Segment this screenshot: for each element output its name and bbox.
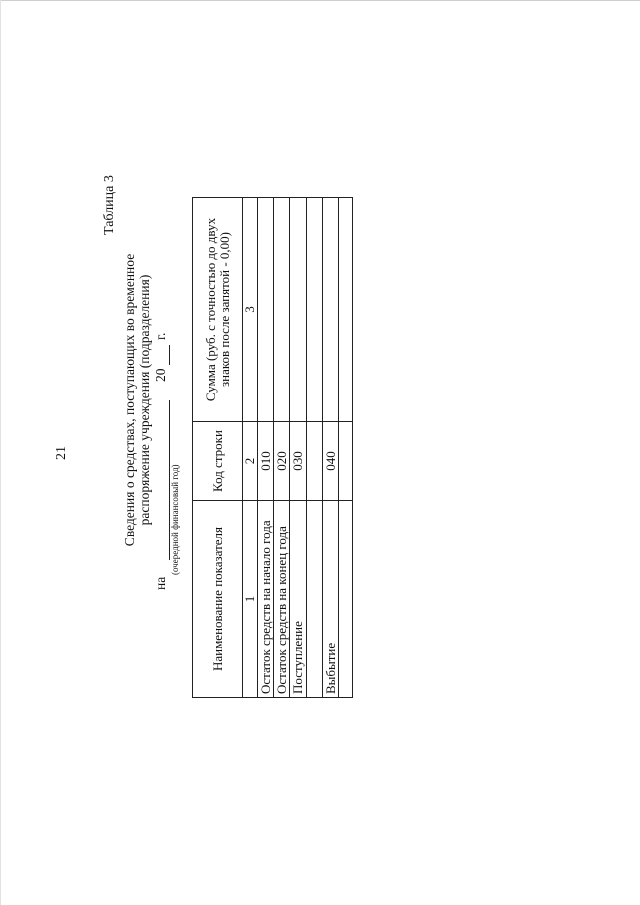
- row-code: [307, 422, 323, 501]
- year-suffix: г.: [153, 332, 168, 340]
- row-code: 010: [258, 422, 274, 501]
- row-name: Выбытие: [323, 501, 339, 698]
- num-col-2: 2: [243, 422, 258, 501]
- header-sum: Сумма (руб. с точностью до двух знаков после запятой - 0,00): [193, 198, 243, 422]
- header-code: Код строки: [193, 422, 243, 501]
- header-name: Наименование показателя: [193, 501, 243, 698]
- table-row: [323, 198, 339, 698]
- fiscal-year-hint: (очередной финансовый год): [170, 464, 180, 575]
- row-sum: [323, 198, 339, 422]
- row-sum: [307, 198, 323, 422]
- table-number: Таблица 3: [102, 175, 117, 235]
- year-prefix: 20: [153, 368, 168, 382]
- row-sum: [274, 198, 290, 422]
- row-name: Остаток средств на конец года: [274, 501, 290, 698]
- title-line-2: распоряжение учреждения (подразделения): [137, 274, 152, 526]
- row-sum: [290, 198, 307, 422]
- row-sum: [258, 198, 274, 422]
- row-code: 030: [290, 422, 307, 501]
- table-row: [339, 198, 353, 698]
- num-col-3: 3: [243, 198, 258, 422]
- row-code: 040: [323, 422, 339, 501]
- table-row: [258, 198, 274, 698]
- table-row: [290, 198, 307, 698]
- numbering-row: [243, 198, 258, 698]
- row-name: [307, 501, 323, 698]
- page-number: 21: [54, 446, 69, 460]
- year-digits-blank: [169, 345, 170, 365]
- funds-table: [192, 197, 353, 698]
- row-code: 020: [274, 422, 290, 501]
- table-header-row: [193, 198, 243, 698]
- table-row: [274, 198, 290, 698]
- row-name: Остаток средств на начало года: [258, 501, 274, 698]
- title-line-1: Сведения о средствах, поступающих во временное: [122, 253, 137, 547]
- row-name: [339, 501, 353, 698]
- row-sum: [339, 198, 353, 422]
- row-name: Поступление: [290, 501, 307, 698]
- num-col-1: 1: [243, 501, 258, 698]
- row-code: [339, 422, 353, 501]
- on-label: на: [153, 576, 168, 590]
- table-row: [307, 198, 323, 698]
